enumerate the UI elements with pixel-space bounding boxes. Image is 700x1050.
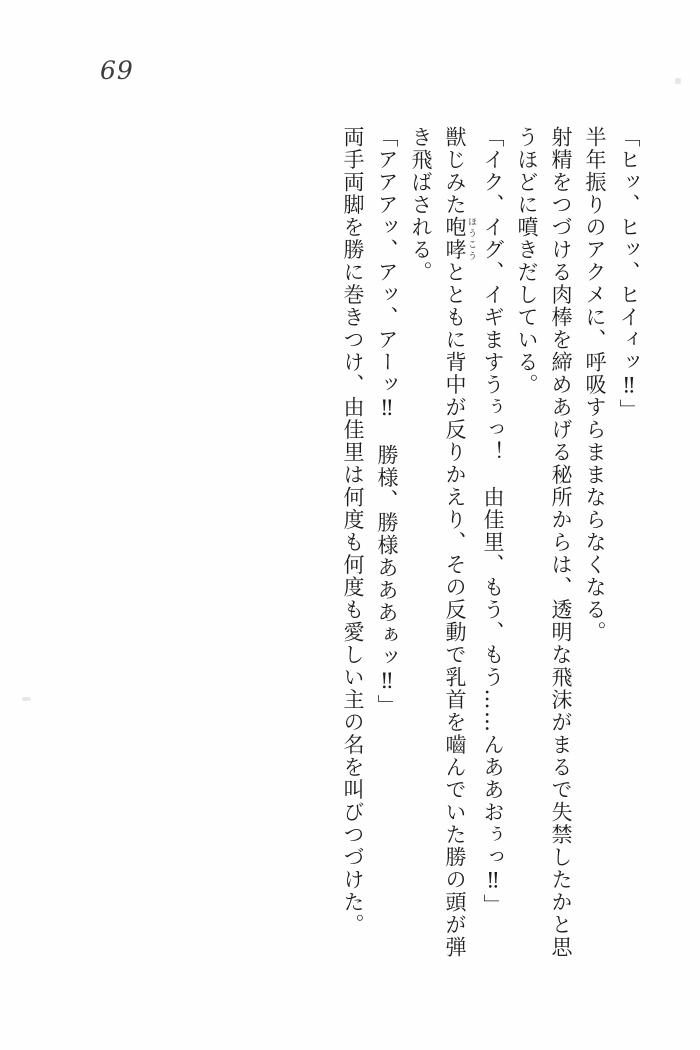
text-block — [336, 126, 646, 962]
furigana: ほうこう — [466, 216, 476, 261]
paragraph: 獣じみた咆哮 ほうこうとともに背中が反りかえり、その反動で乳首を嚙んでいた勝の頭が弾き飛ばされる。 — [409, 126, 476, 959]
scan-artifact — [22, 697, 31, 701]
ruby-annotated-word: 咆哮 ほうこう — [443, 216, 476, 261]
paragraph: 半年振りのアクメに、呼吸すらままならなくなる。 — [583, 126, 607, 644]
paragraph: 射精をつづける肉棒を締めあげる秘所からは、透明な飛沫がまるで失禁したかと思うほどに噴きだしている。 — [515, 126, 573, 959]
page-number: 69 — [100, 56, 134, 85]
paragraph: 「ヒッ、ヒッ、ヒイィッ‼」 — [617, 126, 641, 422]
scan-artifact — [675, 78, 681, 84]
paragraph: 両手両脚を勝に巻きつけ、由佳里は何度も何度も愛しい主の名を叫びつづけた。 — [341, 126, 365, 936]
paragraph: 「アアアッ、アッ、アーッ‼ 勝様、勝様あああぁッ‼」 — [375, 126, 399, 717]
paragraph: 「イク、イグ、イギますうぅっ！ 由佳里、もう、もう……んああおぅっ‼」 — [481, 126, 505, 917]
